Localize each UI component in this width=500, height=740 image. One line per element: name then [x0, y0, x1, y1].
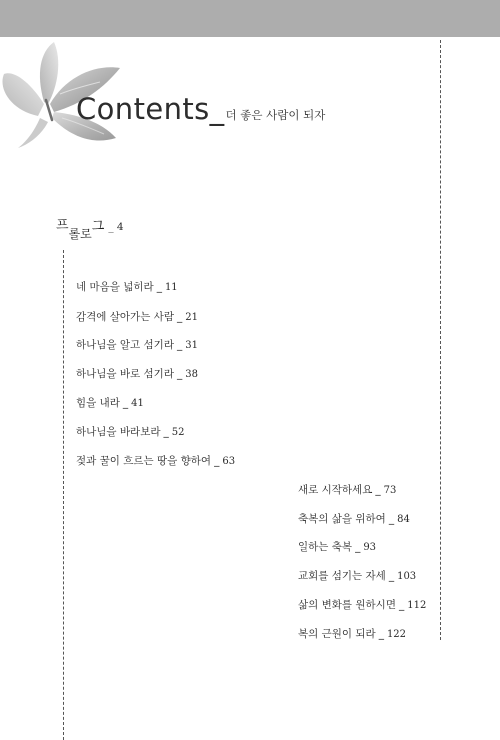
toc-title: 새로 시작하세요 [298, 484, 373, 496]
dashed-divider-left [63, 250, 64, 740]
toc-page: 112 [407, 600, 427, 611]
toc-page: 93 [363, 542, 377, 553]
toc-title: 복의 근원이 되라 [298, 628, 376, 640]
toc-page: 38 [185, 369, 198, 380]
toc-title: 네 마음을 넓히라 [76, 281, 154, 293]
toc-entry: 새로 시작하세요 _ 73 [298, 484, 397, 496]
prologue-char-3: 그 [91, 219, 105, 234]
toc-page: 73 [383, 485, 397, 496]
toc-title: 축복의 삶을 위하여 [298, 513, 386, 525]
toc-title: 교회를 섬기는 자세 [298, 570, 386, 582]
toc-page: 41 [131, 398, 144, 409]
toc-page: 11 [164, 282, 178, 293]
toc-entry: 하나님을 바로 섬기라 _ 38 [76, 368, 198, 380]
toc-page: 103 [397, 571, 417, 582]
toc-title: 하나님을 알고 섬기라 [76, 339, 174, 351]
dashed-divider-right [440, 40, 441, 640]
toc-title: 젖과 꿀이 흐르는 땅을 향하여 [76, 455, 212, 467]
toc-title: 하나님을 바로 섬기라 [76, 368, 174, 380]
toc-entry: 힘을 내라 _ 41 [76, 397, 144, 409]
toc-title: 하나님을 바라보라 [76, 426, 161, 438]
toc-title: 힘을 내라 [76, 397, 120, 409]
toc-title: 감격에 살아가는 사람 [76, 311, 174, 323]
toc-title: 일하는 축복 [298, 541, 353, 553]
toc-entry: 네 마음을 넓히라 _ 11 [76, 281, 178, 293]
toc-entry: 하나님을 알고 섬기라 _ 31 [76, 339, 198, 351]
toc-entry: 일하는 축복 _ 93 [298, 541, 377, 553]
prologue-page: 4 [116, 221, 124, 233]
title-main: Contents_ [76, 92, 225, 126]
toc-page: 63 [222, 456, 236, 467]
prologue-entry [56, 218, 124, 241]
toc-page: 21 [185, 312, 198, 323]
toc-page: 84 [397, 514, 410, 525]
page-title [76, 92, 325, 126]
toc-entry: 삶의 변화를 원하시면 _ 112 [298, 599, 427, 611]
toc-entry: 교회를 섬기는 자세 _ 103 [298, 570, 417, 582]
prologue-char-1: 프 [56, 218, 69, 233]
toc-entry: 하나님을 바라보라 _ 52 [76, 426, 185, 438]
toc-page: 31 [185, 340, 198, 351]
toc-entry: 젖과 꿀이 흐르는 땅을 향하여 _ 63 [76, 455, 236, 467]
toc-title: 삶의 변화를 원하시면 [298, 599, 396, 611]
title-subtitle: 더 좋은 사람이 되자 [225, 108, 326, 122]
toc-page: 122 [386, 629, 407, 640]
toc-entry: 감격에 살아가는 사람 _ 21 [76, 311, 198, 323]
prologue-char-2: 롤로 [68, 227, 92, 241]
toc-entry: 축복의 삶을 위하여 _ 84 [298, 513, 410, 525]
toc-entry: 복의 근원이 되라 _ 122 [298, 628, 407, 640]
toc-page: 52 [171, 427, 185, 438]
prologue-sep: _ [108, 221, 114, 233]
